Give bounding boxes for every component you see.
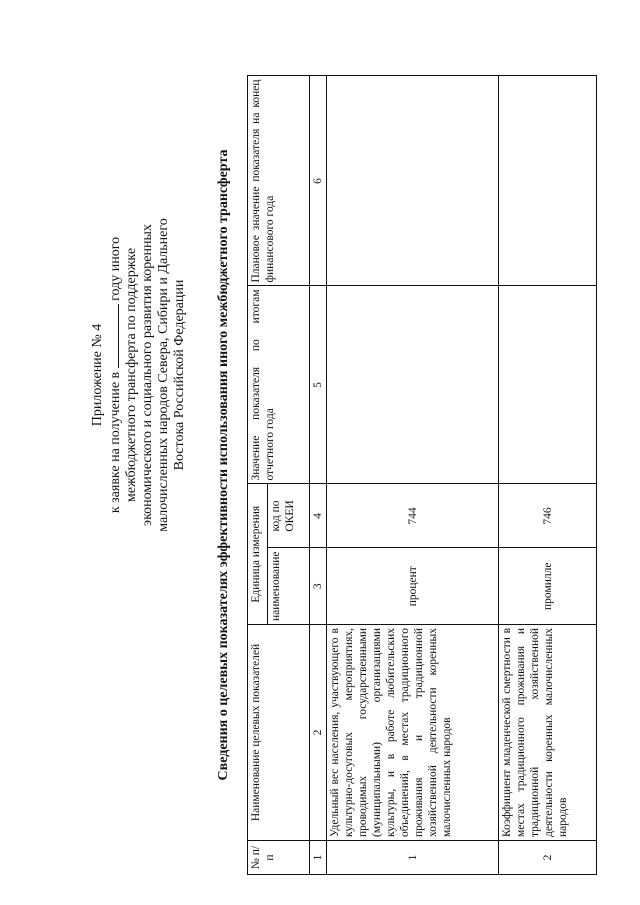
header-unit-okei: код по ОКЕИ bbox=[268, 484, 310, 548]
appendix-number: Приложение № 4 bbox=[90, 323, 105, 427]
appendix-line-5: малочисленных народов Севера, Сибири и Дальнего bbox=[156, 218, 171, 532]
header-unit-name: наименование bbox=[268, 548, 310, 625]
year-blank-field bbox=[106, 304, 119, 368]
document-title: Сведения о целевых показателях эффективности использования иного межбюджетного трансферта bbox=[216, 149, 231, 781]
column-number: 4 bbox=[310, 484, 327, 548]
appendix-line-6: Востока Российской Федерации bbox=[172, 279, 187, 471]
row-value-plan[interactable] bbox=[327, 76, 499, 286]
appendix-request-before: к заявке на получение в bbox=[108, 371, 123, 514]
row-value-plan[interactable] bbox=[499, 76, 597, 286]
indicators-table bbox=[247, 76, 597, 876]
table-header-row bbox=[248, 76, 268, 875]
row-num: 2 bbox=[499, 841, 597, 875]
appendix-line-4: экономического и социального развития коренных bbox=[140, 224, 155, 526]
row-unit-name: процент bbox=[327, 548, 499, 625]
header-value-report: Значение показателя по итогам отчетного года bbox=[248, 286, 310, 484]
header-value-plan: Плановое значение показателя на конец финансового года bbox=[248, 76, 310, 286]
appendix-line-3: межбюджетного трансферта по поддержке bbox=[124, 247, 139, 503]
column-number: 2 bbox=[310, 625, 327, 841]
column-number: 3 bbox=[310, 548, 327, 625]
row-indicator-name: Коэффициент младенческой смертности в местах традиционного проживания и традиционной хозяйственной деятельности коренных малочисленных народов bbox=[499, 625, 597, 841]
row-unit-name: промилле bbox=[499, 548, 597, 625]
column-number: 1 bbox=[310, 841, 327, 875]
table-row bbox=[327, 76, 499, 875]
appendix-request-after: году иного bbox=[108, 236, 123, 301]
row-value-report[interactable] bbox=[499, 286, 597, 484]
column-number-row bbox=[310, 76, 327, 875]
header-unit-group: Единица измерения bbox=[248, 484, 268, 625]
row-num: 1 bbox=[327, 841, 499, 875]
appendix-header bbox=[90, 25, 188, 725]
appendix-request-line bbox=[106, 25, 124, 725]
header-num: № п/п bbox=[248, 841, 310, 875]
row-okei-code: 744 bbox=[327, 484, 499, 548]
column-number: 5 bbox=[310, 286, 327, 484]
row-indicator-name: Удельный вес населения, участвующего в культурно-досуговых мероприятиях, проводимых государственными (муниципальными) организациями культуры, и в работе любительских объединений, в местах традиционного проживания и традиционной хозяйственной деятельности коренных малочисленных народов bbox=[327, 625, 499, 841]
row-value-report[interactable] bbox=[327, 286, 499, 484]
column-number: 6 bbox=[310, 76, 327, 286]
header-name: Наименование целевых показателей bbox=[248, 625, 310, 841]
row-okei-code: 746 bbox=[499, 484, 597, 548]
table-row bbox=[499, 76, 597, 875]
